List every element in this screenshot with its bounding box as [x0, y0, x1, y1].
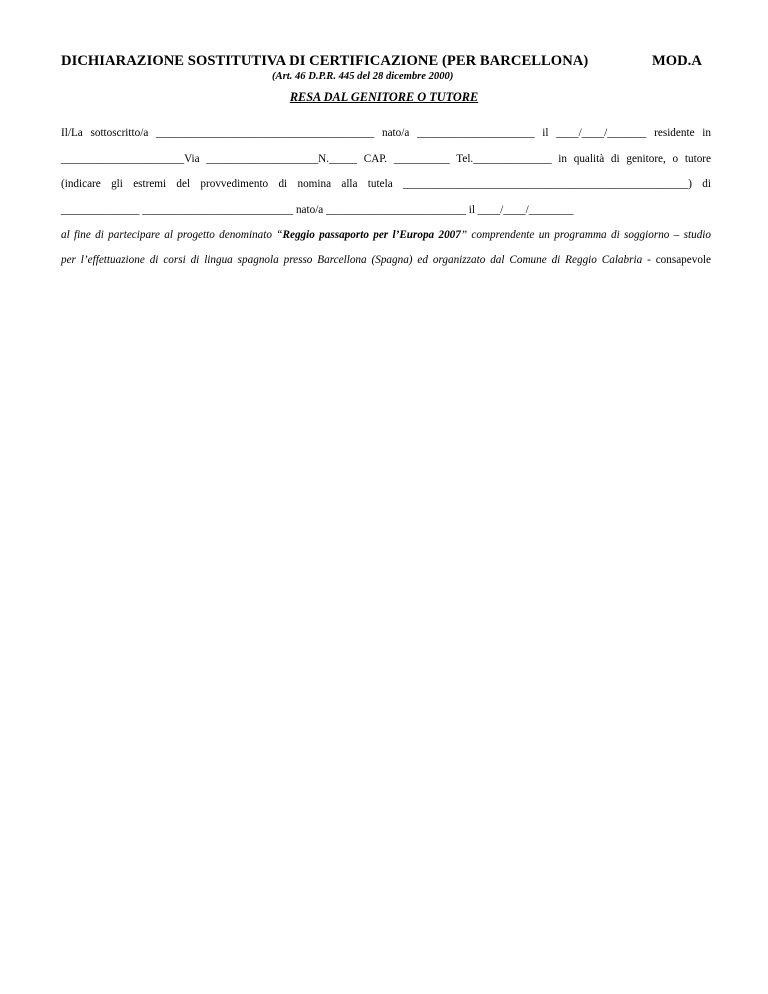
intro-line-6 — [61, 254, 711, 266]
intro-line-5 — [61, 229, 711, 241]
intro-line-3: (indicare gli estremi del provvedimento di nomina alla tutela ___________________________________________________) di — [61, 178, 711, 190]
project-name: Reggio passaporto per l’Europa 2007 — [282, 229, 461, 241]
intro-line-6-a: per l’effettuazione di corsi di lingua spagnola presso Barcellona (Spagna) ed organizzato dal Comune di Reggio Calabria — [61, 254, 643, 266]
intro-line-5-c: ” comprendente un programma di soggiorno – studio — [460, 229, 711, 241]
section-heading: RESA DAL GENITORE O TUTORE — [289, 90, 479, 104]
document-subtitle: (Art. 46 D.P.R. 445 del 28 dicembre 2000) — [272, 71, 454, 82]
form-code: MOD.A — [652, 53, 702, 69]
intro-line-6-b: - consapevole — [642, 254, 711, 266]
intro-line-5-a: al fine di partecipare al progetto denominato “ — [61, 229, 283, 241]
intro-line-2: ______________________Via ____________________N._____ CAP. __________ Tel.______________ in qualità di genitore, o tutore — [61, 153, 711, 165]
intro-line-1: Il/La sottoscritto/a _______________________________________ nato/a _____________________ il ____/____/_______ residente in — [61, 127, 711, 139]
document-title: DICHIARAZIONE SOSTITUTIVA DI CERTIFICAZIONE (PER BARCELLONA) — [61, 53, 589, 69]
intro-line-4: ______________ ___________________________ nato/a _________________________ il ____/____/________ — [61, 204, 574, 216]
